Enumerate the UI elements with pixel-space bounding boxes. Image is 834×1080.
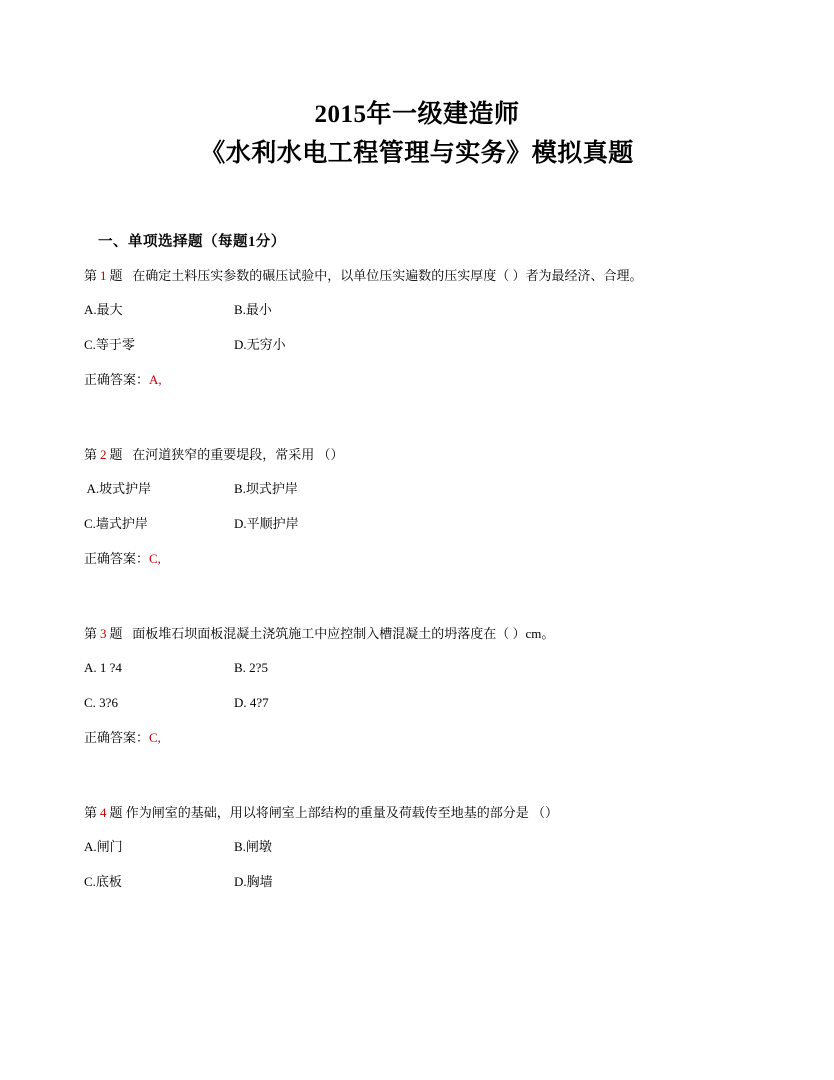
question-suffix: 题	[109, 446, 123, 462]
question-prefix: 第	[84, 804, 98, 820]
option-row	[84, 513, 750, 536]
question-suffix: 题	[109, 804, 123, 820]
answer-line	[84, 548, 750, 571]
question-item	[84, 623, 750, 750]
section-heading: 一、单项选择题（每题1分）	[98, 233, 286, 250]
spacer	[84, 776, 750, 802]
option-d[interactable]: D.平顺护岸	[234, 516, 299, 531]
option-a[interactable]: A.最大	[84, 302, 123, 318]
option-c[interactable]: C.墙式护岸	[84, 516, 148, 531]
title-line-2: 《水利水电工程管理与实务》模拟真题	[200, 139, 634, 167]
option-d[interactable]: D.胸墙	[234, 874, 273, 889]
question-options	[84, 836, 750, 894]
question-item	[84, 444, 750, 571]
question-text: 面板堆石坝面板混凝土浇筑施工中应控制入槽混凝土的坍落度在（ ）cm。	[132, 625, 555, 641]
option-b[interactable]: B.坝式护岸	[234, 481, 298, 497]
spacer	[84, 597, 750, 623]
option-row	[84, 692, 750, 715]
question-prefix: 第	[84, 625, 98, 641]
page-title	[84, 96, 750, 174]
question-text: 在确定土料压实参数的碾压试验中，以单位压实遍数的压实厚度（ ）者为最经济、合理。	[132, 267, 643, 283]
question-number: 4	[100, 804, 107, 820]
option-row	[84, 657, 750, 680]
option-row	[84, 334, 750, 357]
answer-label: 正确答案：	[84, 371, 150, 387]
answer-value: A,	[149, 371, 162, 387]
question-options	[84, 478, 750, 536]
option-c[interactable]: C.底板	[84, 874, 122, 889]
question-text: 在河道狭窄的重要堤段，常采用 （）	[132, 446, 344, 462]
spacer	[84, 418, 750, 444]
question-stem	[84, 802, 750, 825]
option-c[interactable]: C. 3?6	[84, 695, 118, 710]
option-a[interactable]: A.坡式护岸	[84, 481, 152, 497]
answer-value: C,	[149, 550, 161, 566]
option-row	[84, 299, 750, 322]
option-a[interactable]: A. 1 ?4	[84, 660, 122, 676]
question-options	[84, 657, 750, 715]
option-row	[84, 478, 750, 501]
option-b[interactable]: B.最小	[234, 302, 272, 318]
question-stem	[84, 444, 750, 467]
option-a[interactable]: A.闸门	[84, 839, 123, 855]
question-item	[84, 802, 750, 894]
answer-value: C,	[149, 729, 161, 745]
option-row	[84, 871, 750, 894]
question-stem	[84, 265, 750, 288]
answer-label: 正确答案：	[84, 550, 150, 566]
question-number: 1	[100, 267, 107, 283]
question-number: 3	[100, 625, 107, 641]
question-suffix: 题	[109, 625, 123, 641]
answer-line	[84, 369, 750, 392]
question-text: 作为闸室的基础，用以将闸室上部结构的重量及荷载传至地基的部分是 （）	[125, 804, 559, 820]
question-suffix: 题	[109, 267, 123, 283]
question-prefix: 第	[84, 446, 98, 462]
question-options	[84, 299, 750, 357]
answer-line	[84, 727, 750, 750]
option-d[interactable]: D. 4?7	[234, 695, 269, 710]
title-line-1: 2015年一级建造师	[314, 101, 520, 128]
question-number: 2	[100, 446, 107, 462]
option-row	[84, 836, 750, 859]
question-item	[84, 265, 750, 392]
answer-label: 正确答案：	[84, 729, 150, 745]
option-b[interactable]: B. 2?5	[234, 660, 268, 676]
option-d[interactable]: D.无穷小	[234, 337, 286, 352]
option-b[interactable]: B.闸墩	[234, 839, 272, 855]
question-stem	[84, 623, 750, 646]
option-c[interactable]: C.等于零	[84, 337, 135, 352]
question-prefix: 第	[84, 267, 98, 283]
